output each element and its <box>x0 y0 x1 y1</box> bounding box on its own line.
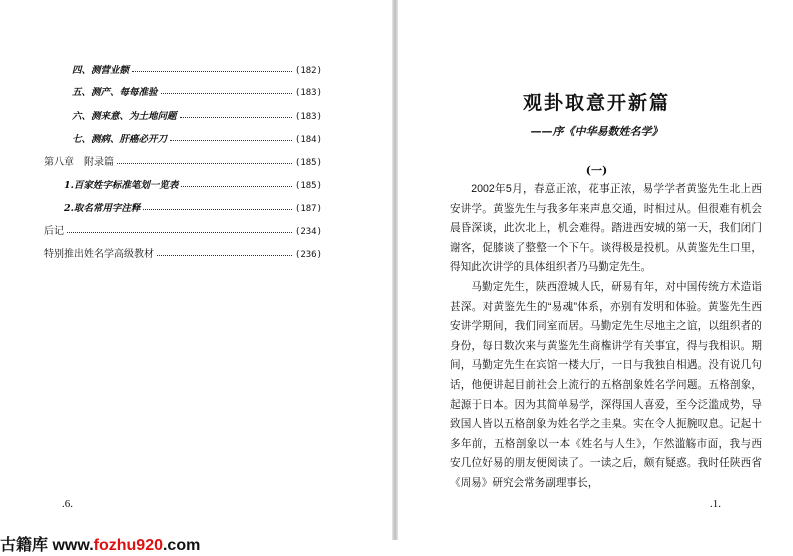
preface-body <box>450 180 762 500</box>
toc-entry-label: 七、测病、肝癌必开刀 <box>72 134 168 145</box>
watermark-text-domain: fozhu920 <box>93 537 163 554</box>
toc-entry-label: 第八章 附录篇 <box>44 157 114 168</box>
toc-entry-page: (234) <box>294 227 322 237</box>
watermark-text-suffix: .com <box>162 537 201 554</box>
left-page-number: .6. <box>62 498 73 510</box>
toc-entry-page: (183) <box>294 88 322 98</box>
paragraph: 2002年5月，春意正浓，花事正浓，易学学者黄鉴先生北上西安讲学。黄鉴先生与我多年来声息交通，时相过从。但很难有机会晨昏深谈，此次北上，机会难得。踏进西安城的第一天，我们闭门谢客，促膝谈了整整一个下午。谈得极是投机。从黄鉴先生口里，得知此次讲学的具体组织者乃马勤定先生。 <box>450 183 762 274</box>
toc-entry[interactable] <box>72 80 322 98</box>
toc-entry-label: 2.取名常用字注释 <box>64 203 141 214</box>
toc-entry-page: (183) <box>294 112 322 122</box>
preface-title: 观卦取意开新篇 <box>522 93 670 114</box>
toc-leader-dots <box>161 93 292 94</box>
toc-leader-dots <box>157 255 292 256</box>
toc-entry-label: 六、测来意、为土地问题 <box>72 111 177 122</box>
book-spine <box>392 0 398 540</box>
left-page <box>0 0 390 540</box>
toc-entry-label: 后记 <box>44 226 64 237</box>
toc-leader-dots <box>170 140 292 141</box>
watermark-text-prefix: 古籍库 www. <box>0 537 94 554</box>
toc-entry-label: 四、测营业额 <box>72 65 130 76</box>
right-page-number: .1. <box>710 498 721 510</box>
toc-entry[interactable] <box>44 150 322 168</box>
section-marker: (一) <box>585 164 608 177</box>
toc-leader-dots <box>181 186 291 187</box>
toc-leader-dots <box>67 232 292 233</box>
toc-entry-page: (185) <box>294 158 322 168</box>
preface-subtitle: ——序《中华易数姓名学》 <box>530 125 663 138</box>
toc-leader-dots <box>143 209 291 210</box>
toc-entry-page: (184) <box>294 135 322 145</box>
toc-entry-label: 五、测产、每每准验 <box>72 87 158 98</box>
toc-leader-dots <box>117 163 292 164</box>
toc-entry[interactable] <box>64 173 322 191</box>
toc-entry-label: 特别推出姓名学高级教材 <box>44 249 154 260</box>
toc-entry-page: (236) <box>294 250 322 260</box>
toc-leader-dots <box>132 71 292 72</box>
footer-bar <box>0 536 793 556</box>
toc-entry[interactable] <box>44 242 322 260</box>
toc-entry[interactable] <box>72 127 322 145</box>
toc-entry[interactable] <box>64 196 322 214</box>
right-page <box>400 0 793 540</box>
toc-entry-page: (187) <box>294 204 322 214</box>
table-of-contents <box>0 0 390 300</box>
toc-leader-dots <box>180 117 292 118</box>
toc-entry[interactable] <box>44 219 322 237</box>
toc-entry-page: (182) <box>294 66 322 76</box>
paragraph: 马勤定先生，陕西澄城人氏，研易有年，对中国传统方术造诣甚深。对黄鉴先生的“易魂”体系，亦别有发明和体验。黄鉴先生西安讲学期间，我们同室而居。马勤定先生尽地主之谊，以组织者的身份，每日数次来与黄鉴先生商権讲学有关事宜，得与我相识。期间，马勤定先生在宾馆一楼大厅，一日与我独自相遇。没有说几句话，他便讲起目前社会上流行的五格剖象姓名学问题。五格剖象，起源于日本。因为其简单易学，深得国人喜爱，至今泛滥成势，导致国人皆以五格剖象为姓名学之圭臬。实在令人扼腕叹息。记起十多年前，五格剖象以一本《姓名与人生》，乍然滥觞市面，我与西安几位好易的朋友便阅读了。一读之后，颇有疑惑。我时任陕西省《周易》研究会常务副理事长， <box>450 280 762 489</box>
toc-entry-page: (185) <box>294 181 322 191</box>
toc-entry-label: 1.百家姓字标准笔划一览表 <box>64 180 179 191</box>
toc-entry[interactable] <box>72 58 322 76</box>
site-watermark[interactable] <box>0 536 200 556</box>
toc-entry[interactable] <box>72 104 322 122</box>
